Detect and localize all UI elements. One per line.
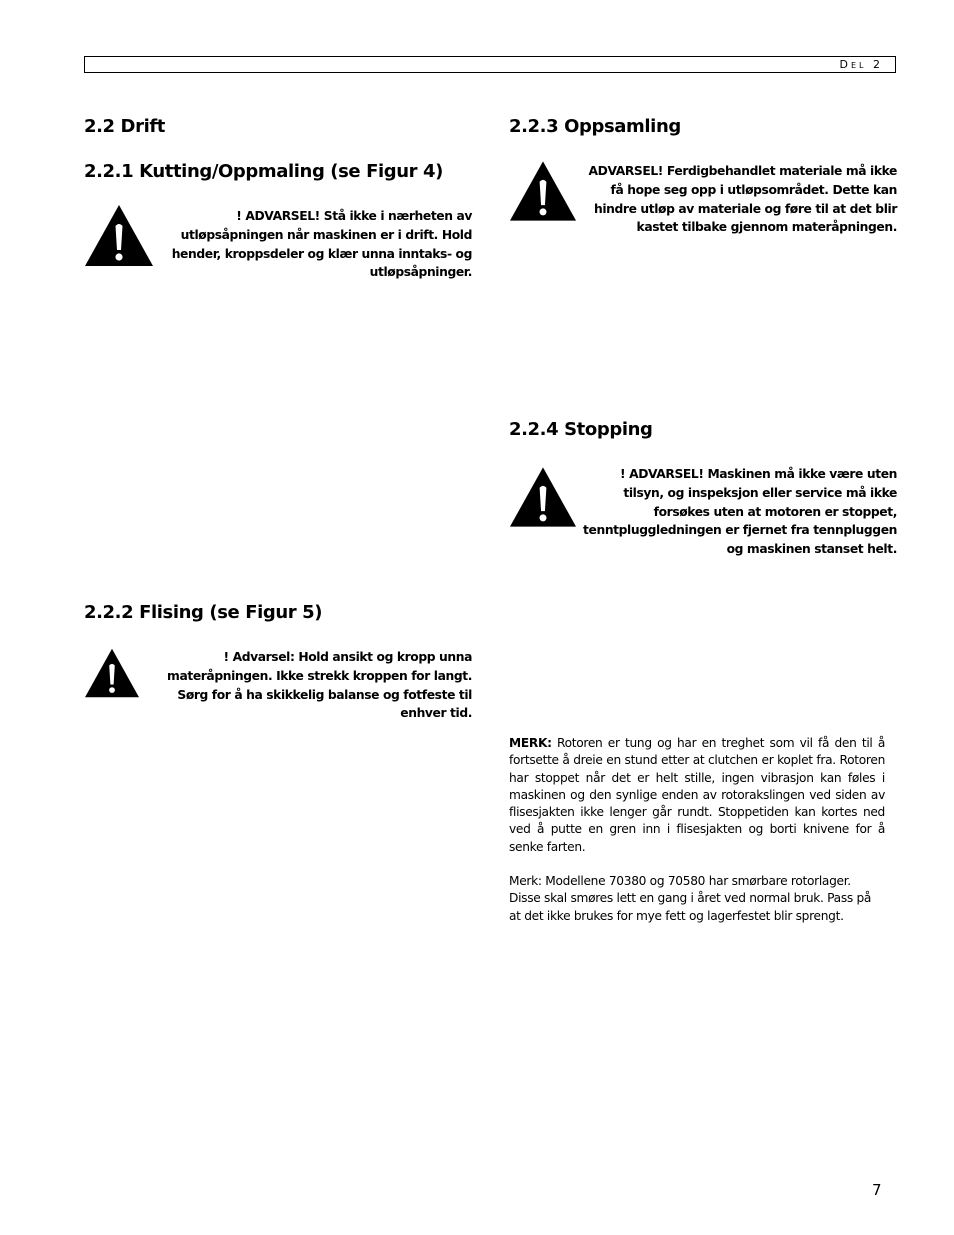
merk-label: MERK:: [509, 736, 552, 750]
page-header: [84, 56, 896, 73]
warning-text-flising: ! Advarsel: Hold ansikt og kropp unna materåpningen. Ikke strekk kroppen for langt. Sørg for å ha skikkelig balanse og fotfeste til enhver tid.: [167, 650, 472, 721]
warning-triangle-icon: [84, 204, 154, 267]
warning-text-stopping: ! ADVARSEL! Maskinen må ikke være uten tilsyn, og inspeksjon eller service må ikke forsøkes uten at motoren er stoppet, tenntpluggledningen er fjernet fra tennpluggen og maskinen stanset helt.: [583, 467, 897, 557]
heading-drift: 2.2 Drift: [84, 116, 165, 137]
page-number: 7: [872, 1181, 882, 1199]
section-label: Del 2: [839, 58, 883, 71]
merk-paragraph: [509, 735, 885, 856]
warning-triangle-icon: [84, 648, 140, 698]
merk-text: Rotoren er tung og har en treghet som vil få den til å fortsette å dreie en stund etter at clutchen er koplet fra. Rotoren har stoppet når det er helt stille, ingen vibrasjon kan føles i maskinen og den synlige enden av rotorakslingen ved siden av flisesjakten ikke lenger går rundt. Stoppetiden kan kortes ned ved å putte en gren inn i flisesjakten og borti knivene for å senke farten.: [509, 736, 885, 854]
warning-triangle-icon: [509, 160, 577, 222]
heading-oppsamling: 2.2.3 Oppsamling: [509, 116, 681, 137]
heading-kutting: 2.2.1 Kutting/Oppmaling (se Figur 4): [84, 161, 443, 182]
warning-text-kutting: ! ADVARSEL! Stå ikke i nærheten av utløpsåpningen når maskinen er i drift. Hold hender, kroppsdeler og klær unna inntaks- og utløpsåpninger.: [171, 209, 472, 280]
warning-triangle-icon: [509, 466, 577, 528]
heading-stopping: 2.2.4 Stopping: [509, 419, 653, 440]
heading-flising: 2.2.2 Flising (se Figur 5): [84, 602, 323, 623]
lubrication-note: Merk: Modellene 70380 og 70580 har smørbare rotorlager. Disse skal smøres lett en gang i året ved normal bruk. Pass på at det ikke brukes for mye fett og lagerfestet blir sprengt.: [509, 874, 872, 923]
warning-text-oppsamling: ADVARSEL! Ferdigbehandlet materiale må ikke få hope seg opp i utløpsområdet. Dette kan hindre utløp av materiale og føre til at det blir kastet tilbake gjennom materåpningen.: [588, 164, 897, 235]
